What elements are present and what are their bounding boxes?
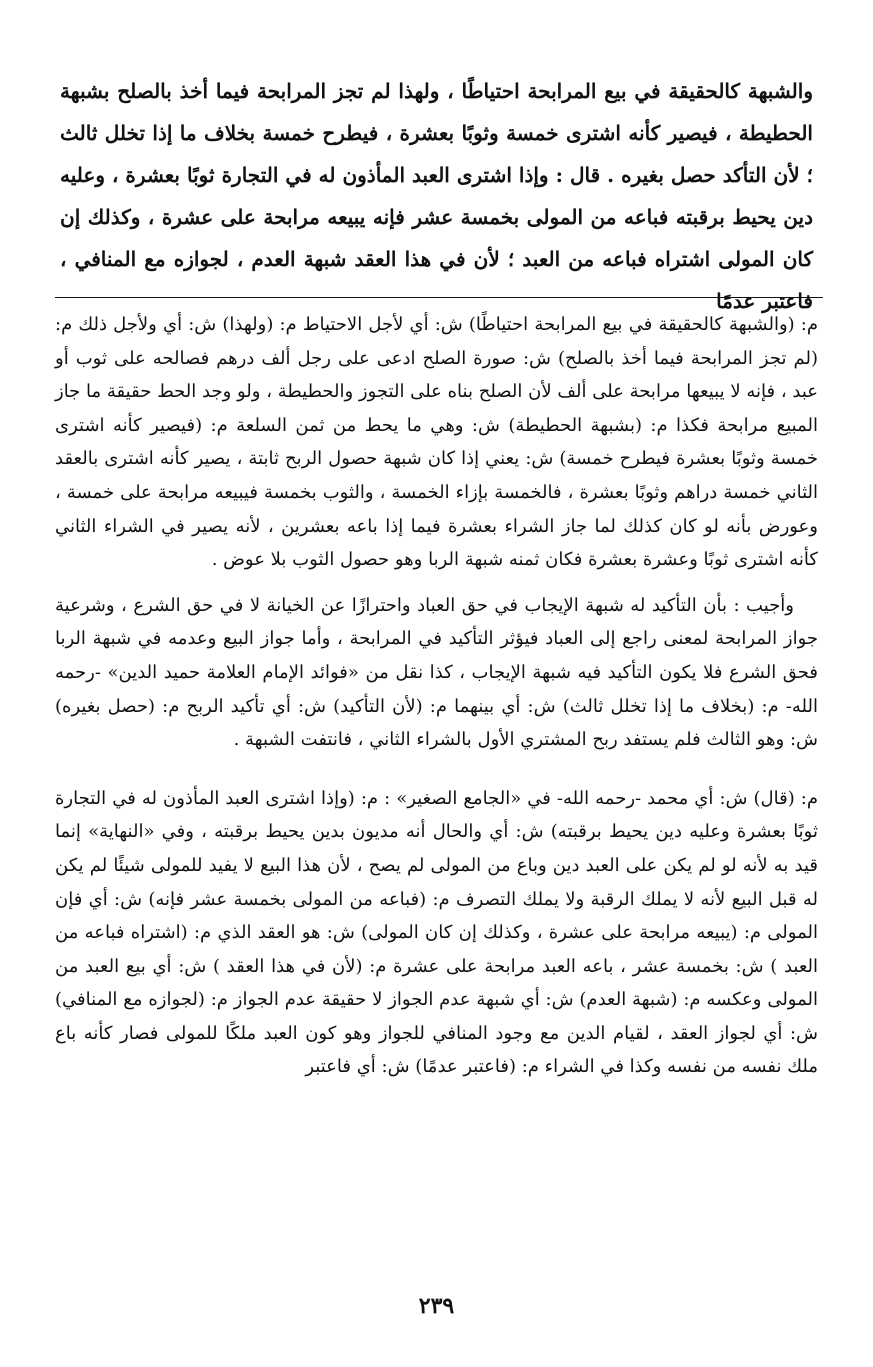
- main-text: والشبهة كالحقيقة في بيع المرابحة احتياطًا ، ولهذا لم تجز المرابحة فيما أخذ بالصلح بشبهة الحطيطة ، فيصير كأنه اشترى خمسة وثوبًا بعشرة ، فيطرح خمسة بخلاف ما إذا تخلل ثالث ؛ لأن التأكد حصل بغيره . قال : وإذا اشترى العبد المأذون له في التجارة ثوبًا بعشرة ، وعليه دين يحيط برقبته فباعه من المولى بخمسة عشر فإنه يبيعه مرابحة على عشرة ، وكذلك إن كان المولى اشتراه فباعه من العبد ؛ لأن في هذا العقد شبهة العدم ، لجوازه مع المنافي ، فاعتبر عدمًا: [60, 79, 813, 313]
- commentary-paragraph-3: م: (قال) ش: أي محمد -رحمه الله- في «الجامع الصغير» : م: (وإذا اشترى العبد المأذون له في التجارة ثوبًا بعشرة وعليه دين يحيط برقبته) ش: أي والحال أنه مديون بدين يحيط برقبته ، وفي «النهاية» إنما قيد به لأنه لو لم يكن على العبد دين وباع من المولى لم يصح ، لأن هذا البيع لا يفيد للمولى شيئًا لم يكن له قبل البيع لأنه لا يملك الرقبة ولا يملك التصرف م: (فباعه من المولى بخمسة عشر فإنه) ش: أي فإن المولى م: (يبيعه مرابحة على عشرة ، وكذلك إن كان المولى) ش: هو العقد الذي م: (اشتراه فباعه من العبد ) ش: بخمسة عشر ، باعه العبد مرابحة على عشرة م: (لأن في هذا العقد ) ش: أي بيع العبد من المولى وعكسه م: (شبهة العدم) ش: أي شبهة عدم الجواز لا حقيقة عدم الجواز م: (لجوازه مع المنافي) ش: أي لجواز العقد ، لقيام الدين مع وجود المنافي للجواز وهو كون العبد ملكًا للمولى فصار كأنه باع ملك نفسه من نفسه وكذا في الشراء م: (فاعتبر عدمًا) ش: أي فاعتبر: [55, 787, 818, 1078]
- page-number: ٢٣٩: [418, 1293, 455, 1319]
- commentary-paragraph-2: وأجيب : بأن التأكيد له شبهة الإيجاب في حق العباد واحترازًا عن الخيانة لا في حق الشرع ، وشرعية جواز المرابحة لمعنى راجع إلى العباد فيؤثر التأكيد في المرابحة ، وأما جواز البيع وعدمه في شبهة الربا فحق الشرع فلا يكون التأكيد فيه شبهة الإيجاب ، كذا نقل من «فوائد الإمام العلامة حميد الدين» -رحمه الله- م: (بخلاف ما إذا تخلل ثالث) ش: أي بينهما م: (لأن التأكيد) ش: أي تأكيد الربح م: (حصل بغيره) ش: وهو الثالث فلم يستفد ربح المشتري الأول بالشراء الثاني ، فانتفت الشبهة .: [55, 594, 818, 751]
- commentary: [55, 308, 818, 1084]
- commentary-paragraph-1: م: (والشبهة كالحقيقة في بيع المرابحة احتياطًا) ش: أي لأجل الاحتياط م: (ولهذا) ش: أي ولأجل ذلك م: (لم تجز المرابحة فيما أخذ بالصلح) ش: صورة الصلح ادعى على رجل ألف درهم فصالحه على ثوب أو عبد ، فإنه لا يبيعها مرابحة على ألف لأن الصلح بناه على التجوز والحطيطة ، ولو وجد الحط حقيقة ما جاز المبيع مرابحة فكذا م: (بشبهة الحطيطة) ش: وهي ما يحط من ثمن السلعة م: (فيصير كأنه اشترى خمسة وثوبًا بعشرة فيطرح خمسة) ش: يعني إذا كان شبهة حصول الربح ثابتة ، يصير كأنه اشترى بالعقد الثاني خمسة دراهم وثوبًا بعشرة ، فالخمسة بإزاء الخمسة ، والثوب بخمسة فيبيعه مرابحة على خمسة ، وعورض بأنه لو كان كذلك لما جاز الشراء بعشرة فيما إذا باعه بعشرين ، لأنه يصير في الشراء الثاني كأنه اشترى ثوبًا وعشرة بعشرة فكان ثمنه شبهة الربا وهو حصول الثوب بلا عوض .: [55, 314, 818, 571]
- separator-line: [55, 297, 823, 298]
